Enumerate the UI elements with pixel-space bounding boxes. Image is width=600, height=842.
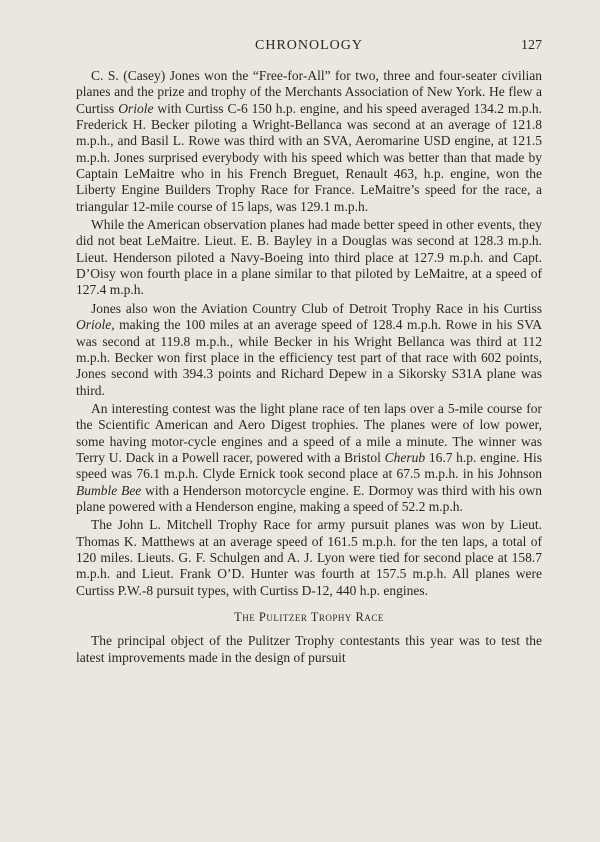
italic-plane-name: Bumble Bee	[76, 482, 142, 498]
italic-plane-name: Oriole	[118, 100, 154, 116]
paragraph-mitchell-trophy	[76, 517, 542, 599]
paragraph-text: making the 100 miles at an average speed of 128.4 m.p.h. Rowe in his SVA was second at 119.8 m.p.h., while Becker in his Wright Bellanca was third at 112 m.p.h. Becker won first place in the efficiency test part of that race with 602 points, Jones second with 394.3 points and Richard Depew in a Sikorsky S31A plane was third.	[76, 317, 542, 398]
paragraph-text: The John L. Mitchell Trophy Race for army pursuit planes was won by Lieut. Thomas K. Matthews at an average speed of 161.5 m.p.h. for the ten laps, a total of 120 miles. Lieuts. G. F. Schulgen and A. J. Lyon were tied for second place at 158.7 m.p.h. and Lieut. Frank O’D. Hunter was fourth at 157.5 m.p.h. All planes were Curtiss P.W.-8 pursuit types, with Curtiss D-12, 440 h.p. engines.	[76, 517, 542, 598]
italic-plane-name: Oriole,	[76, 317, 115, 333]
paragraph-text: with Curtiss C-6 150 h.p. engine, and his speed averaged 134.2 m.p.h. Frederick H. Becker piloting a Wright-Bellanca was second at an average of 121.8 m.p.h., and Basil L. Rowe was third with an SVA, Aeromarine USD engine, at 121.5 m.p.h. Jones surprised everybody with his speed which was better than that made by Captain LeMaitre who in his French Breguet, Renault 463, h.p. engine, won the Liberty Engine Builders Trophy Race for France. LeMaitre’s speed for the race, a triangular 12-mile course of 15 laps, was 129.1 m.p.h.	[76, 100, 542, 214]
body-text	[76, 68, 542, 668]
paragraph-pulitzer-intro	[76, 633, 542, 666]
paragraph-text: Jones also won the Aviation Country Club of Detroit Trophy Race in his Curtiss	[91, 300, 542, 316]
paragraph-text: The principal object of the Pulitzer Trophy contestants this year was to test the latest improvements made in the design of pursuit	[76, 633, 542, 665]
paragraph-text: C. S. (Casey) Jones won the “Free-for-All” for two, three and four-seater civilian planes and the prize and trophy of the Merchants Association of New York. He flew a Curtiss	[76, 68, 542, 116]
paragraph-casey-jones	[76, 68, 542, 215]
paragraph-text: An interesting contest was the light plane race of ten laps over a 5-mile course for the Scientific American and Aero Digest trophies. The planes were of low power, some having motor-cycle engines and a speed of a mile a minute. The winner was Terry U. Dack in a Powell racer, powered with a Bristol	[76, 400, 542, 465]
paragraph-text: 16.7 h.p. engine. His speed was 76.1 m.p.h. Clyde Ernick took second place at 67.5 m.p.h. in his Johnson	[76, 449, 542, 482]
paragraph-text: While the American observation planes had made better speed in other events, they did not beat LeMaitre. Lieut. E. B. Bayley in a Douglas was second at 128.3 m.p.h. Lieut. Henderson piloted a Navy-Boeing into third place at 127.9 m.p.h. and Capt. D’Oisy won fourth place in a plane similar to that piloted by LeMaitre, at a speed of 127.4 m.p.h.	[76, 217, 542, 298]
paragraph-observation-planes	[76, 217, 542, 299]
paragraph-text: with a Henderson motorcycle engine. E. Dormoy was third with his own plane powered with a Henderson engine, making a speed of 52.2 m.p.h.	[76, 482, 543, 514]
paragraph-light-plane-race	[76, 401, 542, 515]
paragraph-detroit-trophy	[76, 301, 542, 399]
italic-engine-name: Cherub	[384, 449, 426, 465]
running-head	[76, 38, 542, 58]
section-heading: The Pulitzer Trophy Race	[234, 610, 384, 624]
running-title: CHRONOLOGY	[255, 38, 363, 53]
page-number: 127	[521, 38, 542, 53]
